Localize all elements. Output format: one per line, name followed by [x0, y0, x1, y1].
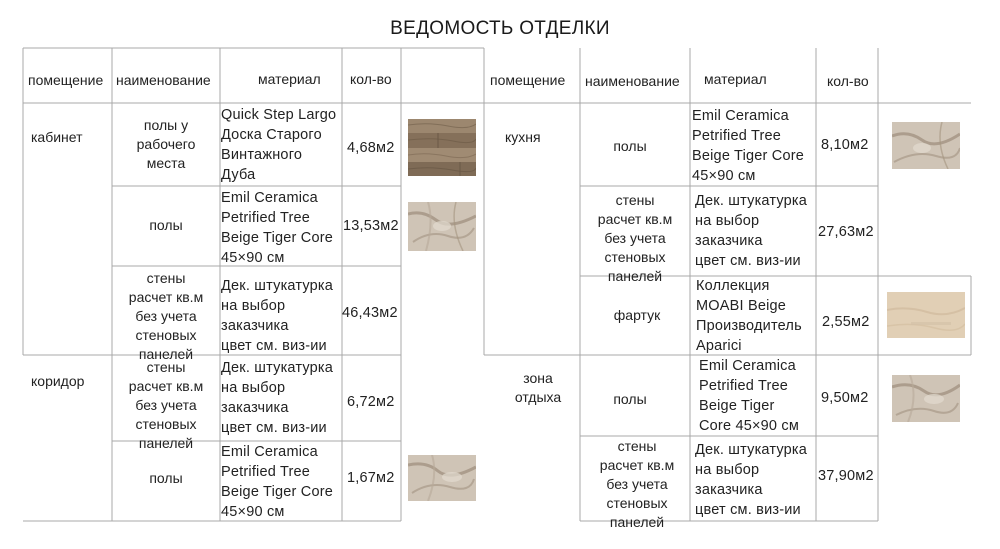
marble-swatch — [408, 202, 476, 251]
qty-cab-walls: 46,43м2 — [342, 305, 398, 321]
qty-cor-floors: 1,67м2 — [347, 470, 395, 486]
qty-kit-walls: 27,63м2 — [818, 224, 874, 240]
beige-tile-swatch — [887, 292, 965, 338]
header-qty: кол-во — [350, 71, 392, 87]
item-apron: фартук — [613, 307, 661, 323]
material-emil: Emil Ceramica Petrified Tree Beige Tiger Core 45×90 см — [692, 108, 805, 184]
qty-cab-floors: 13,53м2 — [343, 218, 399, 234]
material-moabi: Коллекция MOABI Beige Производитель Aparici — [696, 278, 802, 354]
wood-swatch — [408, 119, 476, 176]
item-walls: стены расчет кв.м без учета стеновых панелей — [597, 192, 673, 284]
qty-rest-walls: 37,90м2 — [818, 468, 874, 484]
room-rest-zone: зона отдыха — [514, 370, 562, 405]
header-name: наименование — [116, 72, 211, 88]
qty-kit-apron: 2,55м2 — [822, 314, 870, 330]
material-emil: Emil Ceramica Petrified Tree Beige Tiger Core 45×90 см — [221, 444, 334, 520]
material-plaster: Дек. штукатурка на выбор заказчика цвет см. виз-ии — [695, 193, 808, 269]
header-name: наименование — [585, 73, 680, 89]
room-corridor: коридор — [31, 373, 85, 389]
item-walls: стены расчет кв.м без учета стеновых панелей — [128, 270, 204, 362]
header-material: материал — [258, 71, 321, 87]
marble-swatch — [892, 122, 960, 169]
item-floors: полы — [149, 217, 183, 233]
room-kitchen: кухня — [505, 129, 541, 145]
header-room: помещение — [490, 72, 566, 88]
item-floors: полы — [613, 391, 647, 407]
material-plaster: Дек. штукатурка на выбор заказчика цвет см. виз-ии — [221, 278, 334, 354]
material-emil: Emil Ceramica Petrified Tree Beige Tiger Core 45×90 см — [221, 190, 334, 266]
item-floors: полы — [613, 138, 647, 154]
item-floor-desk: полы у рабочего места — [136, 117, 196, 171]
item-floors: полы — [149, 470, 183, 486]
marble-swatch — [408, 455, 476, 501]
qty-cab-floor-desk: 4,68м2 — [347, 140, 395, 156]
qty-cor-walls: 6,72м2 — [347, 394, 395, 410]
material-emil-rest: Emil Ceramica Petrified Tree Beige Tiger Core 45×90 см — [699, 358, 800, 434]
item-walls: стены расчет кв.м без учета стеновых панелей — [599, 438, 675, 530]
header-room: помещение — [28, 72, 104, 88]
material-plaster: Дек. штукатурка на выбор заказчика цвет см. виз-ии — [221, 360, 334, 436]
material-quickstep: Quick Step Largo Доска Старого Винтажного Дуба — [221, 107, 337, 183]
item-walls: стены расчет кв.м без учета стеновых панелей — [128, 359, 204, 451]
qty-kit-floors: 8,10м2 — [821, 137, 869, 153]
qty-rest-floors: 9,50м2 — [821, 390, 869, 406]
header-qty: кол-во — [827, 73, 869, 89]
marble-swatch — [892, 375, 960, 422]
header-material: материал — [704, 71, 767, 87]
material-plaster: Дек. штукатурка на выбор заказчика цвет см. виз-ии — [695, 442, 808, 518]
page-title: ВЕДОМОСТЬ ОТДЕЛКИ — [390, 18, 610, 39]
room-cabinet: кабинет — [31, 129, 83, 145]
